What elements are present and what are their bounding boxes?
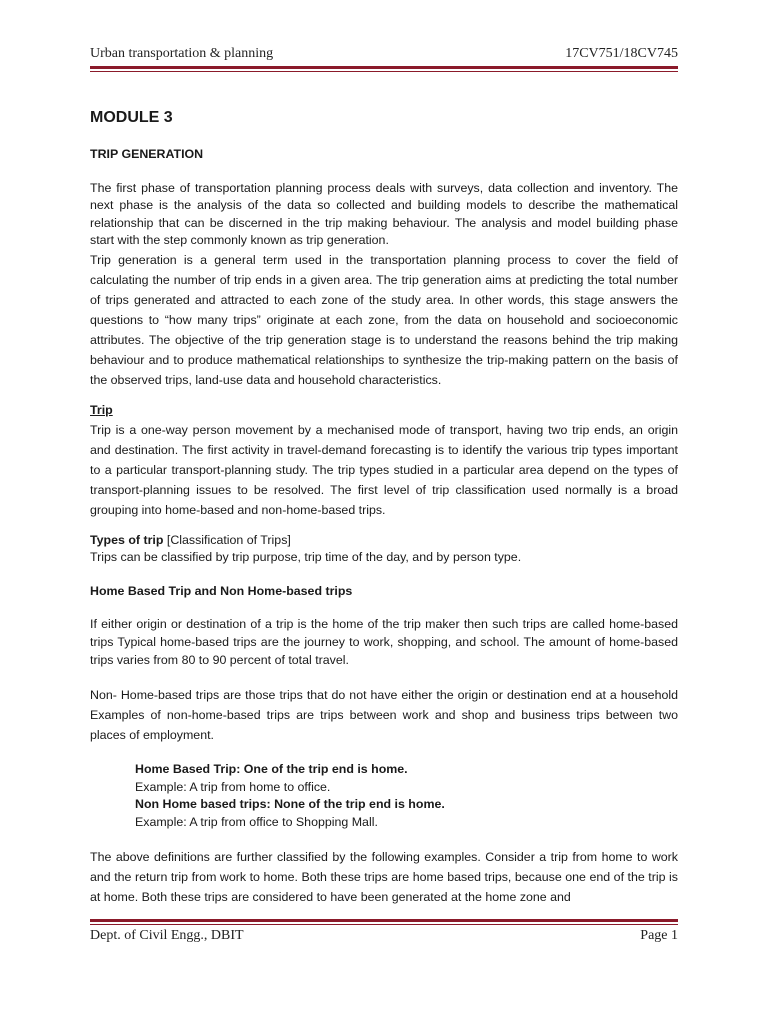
header-course-title: Urban transportation & planning: [90, 46, 274, 61]
home-based-example: Example: A trip from home to office.: [135, 779, 331, 794]
types-heading-bold: Types of trip: [90, 532, 164, 547]
spacer: [90, 600, 678, 616]
section-title: TRIP GENERATION: [90, 147, 204, 161]
non-home-based-example: Example: A trip from office to Shopping Mall.: [135, 814, 378, 829]
non-home-based-definition: Non Home based trips: None of the trip end is home.: [135, 797, 445, 812]
spacer: [90, 567, 678, 583]
page-header: [90, 44, 678, 66]
document-body: [90, 108, 678, 907]
home-based-definition: Home Based Trip: One of the trip end is home.: [135, 762, 408, 777]
types-heading-rest: [Classification of Trips]: [163, 532, 291, 547]
footer-department: Dept. of Civil Engg., DBIT: [90, 928, 244, 943]
definitions-block: [135, 761, 678, 831]
types-heading: [90, 532, 678, 550]
header-rule-thick: [90, 66, 678, 69]
types-paragraph: Trips can be classified by trip purpose, trip time of the day, and by person type.: [90, 550, 522, 565]
footer-rule-thick: [90, 919, 678, 922]
spacer: [90, 520, 678, 532]
header-course-code: 17CV751/18CV745: [565, 46, 678, 61]
trip-heading: Trip: [90, 402, 113, 417]
trip-paragraph: Trip is a one-way person movement by a mechanised mode of transport, having two trip ends, an origin and destination. The first activity in travel-demand forecasting is to identify the various trip types important to a particular transport-planning study. The trip types studied in a particular area depend on the types of transport-planning issues to be resolved. The first level of trip classification used normally is a broad grouping into home-based and non-home-based trips.: [90, 422, 678, 517]
non-home-based-paragraph: Non- Home-based trips are those trips that do not have either the origin or destination end at a household Examples of non-home-based trips are trips between work and shop and business trips between two places of employment.: [90, 688, 678, 743]
closing-paragraph: The above definitions are further classified by the following examples. Consider a trip from home to work and the return trip from work to home. Both these trips are home based trips, because one end of the trip is at home. Both these trips are considered to have been generated at the home zone and: [90, 850, 678, 905]
home-based-paragraph: If either origin or destination of a trip is the home of the trip maker then such trips are called home-based trips Typical home-based trips are the journey to work, shopping, and school. The amount of home-based trips varies from 80 to 90 percent of total travel.: [90, 617, 678, 667]
home-based-heading: Home Based Trip and Non Home-based trips: [90, 583, 353, 598]
spacer: [90, 745, 678, 761]
header-rule-thin: [90, 71, 678, 72]
footer-rule-thin: [90, 924, 678, 925]
footer-page-number: Page 1: [640, 928, 678, 943]
intro-paragraph-2: Trip generation is a general term used in the transportation planning process to cover the field of calculating the number of trip ends in a given area. The trip generation aims at predicting the total number of trips generated and attracted to each zone of the study area. In other words, this stage answers the questions to “how many trips” originate at each zone, from the data on household and socioeconomic attributes. The objective of the trip generation stage is to understand the reasons behind the trip making behaviour and to produce mathematical relationships to synthesize the trip-making pattern on the basis of the observed trips, land-use data and household characteristics.: [90, 252, 678, 387]
spacer: [90, 831, 678, 847]
spacer: [90, 669, 678, 685]
intro-paragraph-1: The first phase of transportation planning process deals with surveys, data collection and inventory. The next phase is the analysis of the data so collected and building models to describe the mathematical relationship that can be discerned in the trip making behaviour. The analysis and model building phase start with the step commonly known as trip generation.: [90, 180, 678, 248]
module-title: MODULE 3: [90, 109, 173, 126]
